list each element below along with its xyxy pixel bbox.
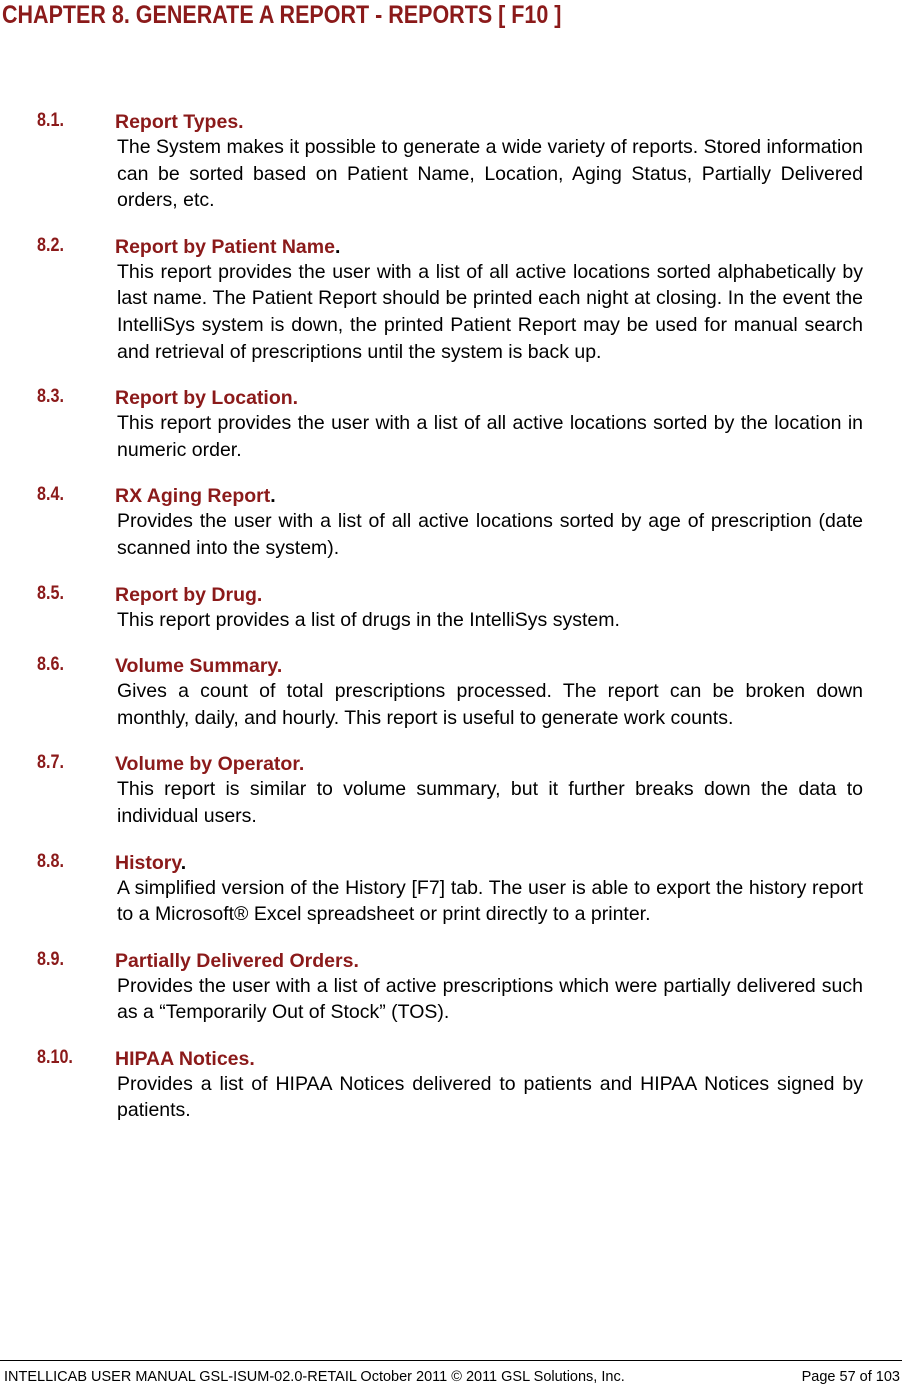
section-heading — [115, 111, 244, 134]
section-heading — [115, 852, 186, 875]
section-heading — [115, 1048, 255, 1071]
section-header — [0, 482, 902, 508]
section-header — [0, 947, 902, 973]
section-body: Provides the user with a list of all active locations sorted by age of prescription (date scanned into the system). — [117, 510, 863, 559]
section-volume-summary — [0, 652, 902, 731]
section-report-by-drug — [0, 581, 902, 634]
section-header — [0, 652, 902, 678]
section-number: 8.10. — [37, 1046, 73, 1068]
section-heading-text: Volume Summary. — [115, 655, 283, 678]
section-heading-text: HIPAA Notices. — [115, 1047, 255, 1070]
section-heading-text: History — [115, 851, 181, 874]
section-heading — [115, 485, 276, 508]
section-volume-by-operator — [0, 750, 902, 829]
footer-page-number: Page 57 of 103 — [801, 1369, 900, 1385]
section-body: A simplified version of the History [F7] tab. The user is able to export the history report to a Microsoft® Excel spreadsheet or print directly to a printer. — [117, 876, 863, 926]
section-number: 8.2. — [37, 234, 64, 256]
section-header — [0, 849, 902, 875]
section-heading-suffix: . — [180, 851, 187, 874]
report-sections — [0, 108, 902, 1143]
section-heading-text: Report by Location. — [115, 387, 299, 410]
section-body: Gives a count of total prescriptions processed. The report can be broken down monthly, daily, and hourly. This report is useful to generate work counts. — [117, 680, 863, 729]
section-body: Provides the user with a list of active prescriptions which were partially delivered such as a “Temporarily Out of Stock” (TOS). — [117, 974, 863, 1024]
section-heading — [115, 753, 304, 776]
section-header — [0, 1045, 902, 1071]
section-body: The System makes it possible to generate a wide variety of reports. Stored information can be sorted based on Patient Name, Location, Aging Status, Partially Delivered orders, etc. — [117, 136, 863, 212]
section-number: 8.3. — [37, 386, 64, 408]
section-rx-aging-report — [0, 482, 902, 561]
section-heading-text: Partially Delivered Orders. — [115, 949, 359, 972]
section-header — [0, 750, 902, 776]
section-report-by-location — [0, 384, 902, 463]
section-number: 8.5. — [37, 582, 64, 604]
section-number: 8.6. — [37, 654, 64, 676]
section-number: 8.1. — [37, 110, 64, 131]
section-heading-text: Report Types. — [115, 111, 244, 133]
section-heading-text: Volume by Operator. — [115, 753, 305, 776]
section-heading — [115, 236, 340, 259]
chapter-title: CHAPTER 8. GENERATE A REPORT - REPORTS [ F10 ] — [2, 1, 562, 29]
section-heading — [115, 387, 298, 410]
section-heading — [115, 655, 282, 678]
section-partially-delivered-orders — [0, 947, 902, 1026]
section-header — [0, 108, 902, 134]
section-body: This report provides the user with a list of all active locations sorted alphabetically by last name. The Patient Report should be printed each night at closing. In the event the IntelliSys system is down, the printed Patient Report may be used for manual search and retrieval of prescriptions until the system is back up. — [117, 260, 863, 363]
section-header — [0, 581, 902, 607]
section-heading-suffix: . — [270, 485, 276, 508]
section-body: Provides a list of HIPAA Notices delivered to patients and HIPAA Notices signed by patients. — [117, 1072, 863, 1122]
section-report-by-patient-name — [0, 233, 902, 365]
section-heading-text: Report by Patient Name — [115, 235, 335, 258]
section-heading-text: RX Aging Report — [115, 485, 271, 508]
footer-document-info: INTELLICAB USER MANUAL GSL-ISUM-02.0-RETAIL October 2011 © 2011 GSL Solutions, Inc. — [4, 1369, 625, 1385]
section-header — [0, 233, 902, 259]
section-heading — [115, 950, 359, 973]
section-history — [0, 849, 902, 928]
section-number: 8.4. — [37, 484, 64, 506]
section-report-types — [0, 108, 902, 214]
section-heading-suffix: . — [334, 235, 341, 258]
section-hipaa-notices — [0, 1045, 902, 1124]
section-body: This report provides the user with a list of all active locations sorted by the location in numeric order. — [117, 412, 863, 461]
section-number: 8.7. — [37, 752, 64, 774]
footer-divider — [0, 1360, 902, 1361]
section-heading-text: Report by Drug. — [115, 583, 263, 606]
section-number: 8.8. — [37, 850, 64, 872]
section-body: This report provides a list of drugs in the IntelliSys system. — [117, 608, 620, 631]
section-body: This report is similar to volume summary, but it further breaks down the data to individual users. — [117, 778, 863, 827]
section-header — [0, 384, 902, 410]
section-number: 8.9. — [37, 948, 64, 970]
section-heading — [115, 584, 262, 607]
